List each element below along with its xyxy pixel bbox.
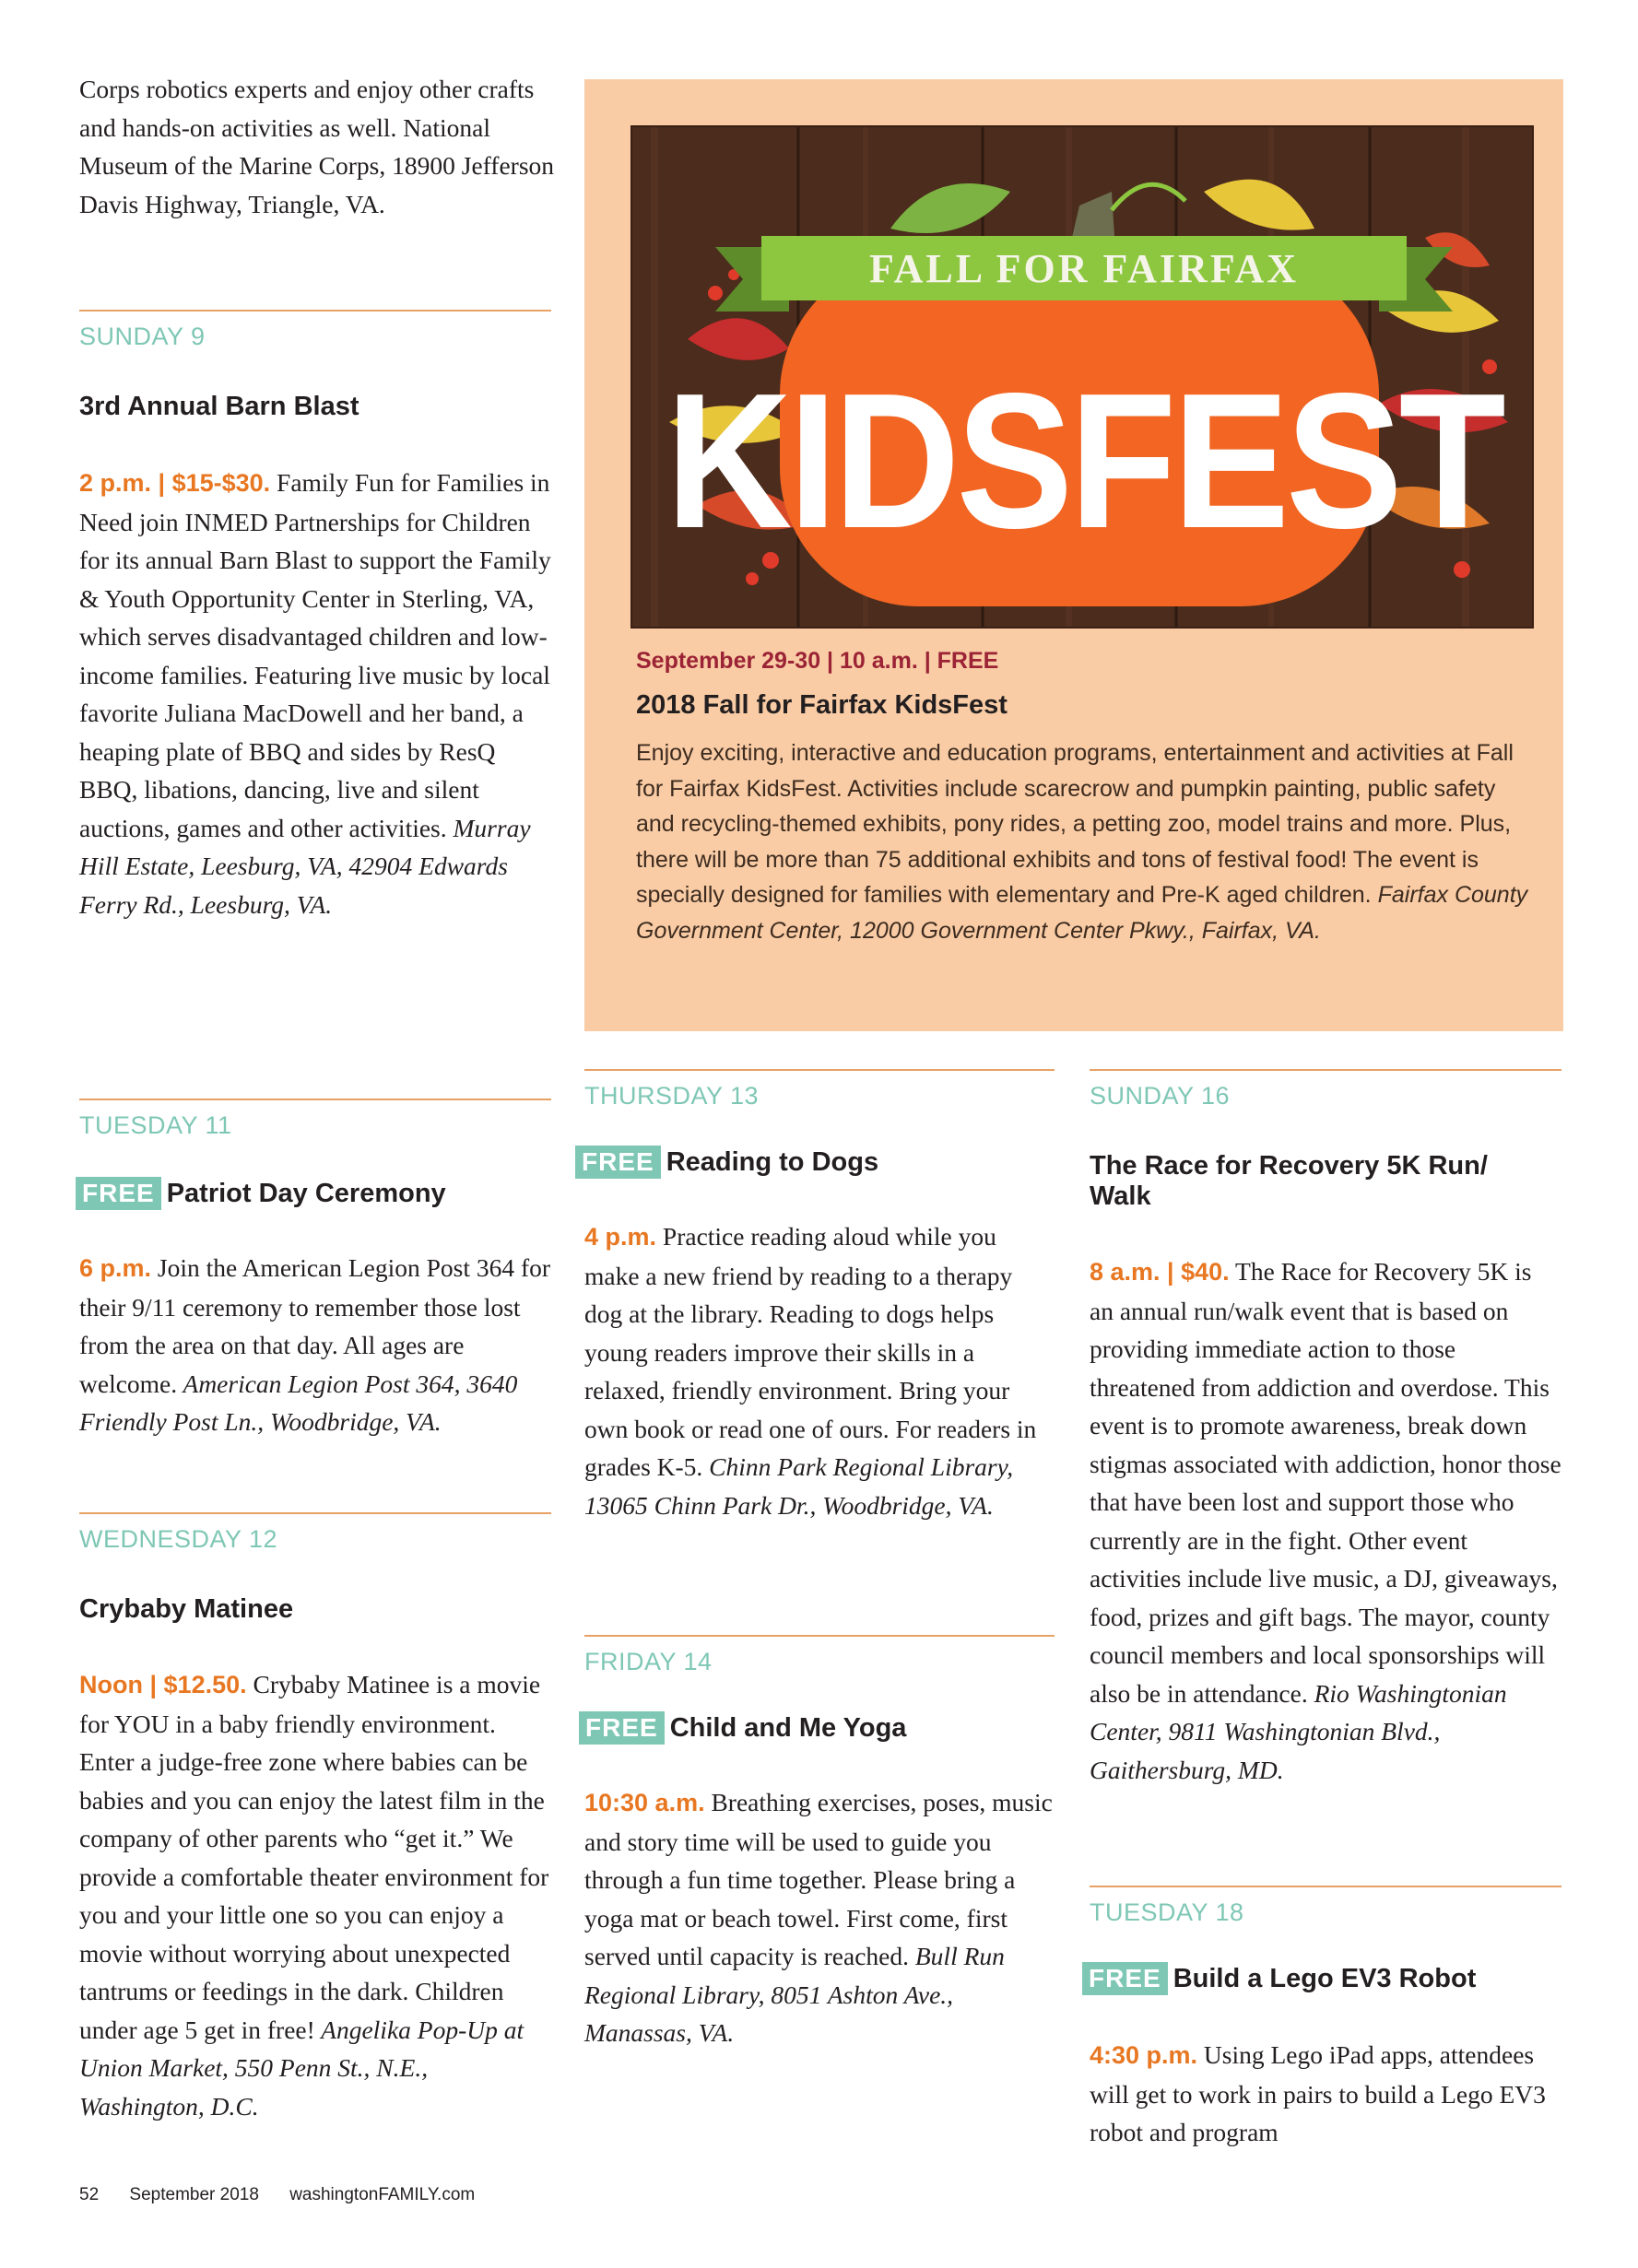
event-wednesday-12 [79, 1512, 551, 2125]
divider [79, 310, 551, 311]
feature-date: September 29-30 | 10 a.m. | FREE [636, 648, 999, 674]
event-time-price: Noon | $12.50. [79, 1671, 247, 1698]
event-body: 4:30 p.m. Using Lego iPad apps, attendees will get to work in pairs to build a Lego EV3 robot and program [1090, 2040, 1546, 2146]
event-time-price: 6 p.m. [79, 1254, 152, 1282]
event-title: The Race for Recovery 5K Run/ Walk [1090, 1151, 1488, 1211]
event-location: Chinn Park Regional Library, 13065 Chinn Park Dr., Woodbridge, VA. [584, 1452, 1014, 1520]
event-location: Murray Hill Estate, Leesburg, VA, 42904 Edwards Ferry Rd., Leesburg, VA. [79, 813, 531, 919]
free-badge: FREE [579, 1711, 665, 1745]
feature-location: Fairfax County Government Center, 12000 Government Center Pkwy., Fairfax, VA. [636, 882, 1528, 944]
event-friday-14 [584, 1635, 1055, 2052]
poster-artwork [632, 127, 1534, 629]
event-sunday-9 [79, 310, 551, 923]
divider [584, 1635, 1055, 1637]
event-time-price: 4 p.m. [584, 1223, 657, 1251]
feature-title: 2018 Fall for Fairfax KidsFest [636, 690, 1008, 720]
event-sunday-16 [1090, 1069, 1561, 1789]
feature-body: Enjoy exciting, interactive and education programs, entertainment and activities at Fall for Fairfax KidsFest. Activities include scarecrow and pumpkin painting, public safety and recycling-themed exhibits, pony rides, a petting zoo, model trains and more. Plus, there will be more than 75 additional exhibits and tons of festival food! The event is specially designed for families with elementary and Pre-K aged children. Fairfax County Government Center, 12000 Government Center Pkwy., Fairfax, VA. [636, 740, 1528, 944]
event-time-price: 4:30 p.m. [1090, 2041, 1198, 2069]
site-name: washingtonFAMILY.com [289, 2185, 476, 2204]
event-body: 2 p.m. | $15-$30. Family Fun for Families in Need join INMED Partnerships for Children for its annual Barn Blast to support the Family & Youth Opportunity Center in Sterling, VA, which serves disadvantaged children and low-income families. Featuring live music by local favorite Juliana MacDowell and her band, a heaping plate of BBQ and sides by ResQ BBQ, libations, dancing, live and silent auctions, games and other activities. Murray Hill Estate, Leesburg, VA, 42904 Edwards Ferry Rd., Leesburg, VA. [79, 468, 551, 919]
divider [79, 1512, 551, 1514]
day-heading: TUESDAY 18 [1090, 1898, 1244, 1926]
event-title: Crybaby Matinee [79, 1594, 294, 1624]
event-title-row: FREE Patriot Day Ceremony [76, 1177, 551, 1210]
poster-main-text: KIDSFEST [666, 353, 1502, 569]
day-heading: WEDNESDAY 12 [79, 1525, 278, 1553]
free-badge: FREE [76, 1177, 161, 1210]
event-title-row: FREE Build a Lego EV3 Robot [1082, 1962, 1561, 1995]
event-time-price: 10:30 a.m. [584, 1789, 705, 1816]
day-heading: TUESDAY 11 [79, 1111, 232, 1139]
day-heading: FRIDAY 14 [584, 1648, 713, 1675]
free-badge: FREE [575, 1146, 661, 1179]
event-time-price: 8 a.m. | $40. [1090, 1258, 1230, 1286]
event-body: Noon | $12.50. Crybaby Matinee is a movie for YOU in a baby friendly environment. Enter a judge-free zone where babies can be babies and you can enjoy the latest film in the company of other parents who “get it.” We provide a comfortable theater environment for you and your little one so you can enjoy a movie without worrying about unexpected tantrums or feedings in the dark. Children under age 5 get in free! Angelika Pop-Up at Union Market, 550 Penn St., N.E., Washington, D.C. [79, 1670, 549, 2121]
divider [1090, 1069, 1561, 1071]
event-location: Angelika Pop-Up at Union Market, 550 Penn St., N.E., Washington, D.C. [79, 2015, 524, 2121]
poster-top-text: FALL FOR FAIRFAX [869, 246, 1299, 291]
page-number: 52 [79, 2185, 100, 2204]
page-footer [79, 2185, 501, 2205]
intro-paragraph: Corps robotics experts and enjoy other crafts and hands-on activities as well. National Museum of the Marine Corps, 18900 Jefferson Davis Highway, Triangle, VA. [79, 75, 555, 218]
event-title-row: FREE Child and Me Yoga [579, 1711, 1055, 1745]
event-tuesday-18 [1090, 1886, 1561, 2152]
event-body: 4 p.m. Practice reading aloud while you make a new friend by reading to a therapy dog at the library. Reading to dogs helps young readers improve their skills in a relaxed, friendly environment. Bring your own book or read one of ours. For readers in grades K-5. Chinn Park Regional Library, 13065 Chinn Park Dr., Woodbridge, VA. [584, 1222, 1037, 1520]
event-time-price: 2 p.m. | $15-$30. [79, 469, 271, 497]
divider [584, 1069, 1055, 1071]
event-location: American Legion Post 364, 3640 Friendly Post Ln., Woodbridge, VA. [79, 1369, 518, 1436]
event-title: 3rd Annual Barn Blast [79, 392, 359, 421]
event-title-row: FREE Reading to Dogs [575, 1146, 1055, 1179]
event-body: 8 a.m. | $40. The Race for Recovery 5K is an annual run/walk event that is based on providing immediate action to those threatened from addiction and overdose. This event is to promote awareness, break down stigmas associated with addiction, honor those that have been lost and support those who currently are in the fight. Other event activities include live music, a DJ, giveaways, food, prizes and gift bags. The mayor, county council members and local sponsorships will also be in attendance. Rio Washingtonian Center, 9811 Washingtonian Blvd., Gaithersburg, MD. [1090, 1257, 1561, 1784]
free-badge: FREE [1082, 1962, 1168, 1995]
event-body: 6 p.m. Join the American Legion Post 364 for their 9/11 ceremony to remember those lost from the area on that day. All ages are welcome. American Legion Post 364, 3640 Friendly Post Ln., Woodbridge, VA. [79, 1253, 551, 1436]
event-location: Bull Run Regional Library, 8051 Ashton Ave., Manassas, VA. [584, 1942, 1005, 2047]
day-heading: THURSDAY 13 [584, 1082, 760, 1110]
featured-event-box [584, 79, 1563, 1031]
day-heading: SUNDAY 9 [79, 323, 206, 350]
day-heading: SUNDAY 16 [1090, 1082, 1231, 1110]
kidsfest-poster [630, 125, 1534, 629]
event-body: 10:30 a.m. Breathing exercises, poses, music and story time will be used to guide you through a fun time together. Please bring a yoga mat or beach towel. First come, first served until capacity is reached. Bull Run Regional Library, 8051 Ashton Ave., Manassas, VA. [584, 1788, 1053, 2047]
divider [1090, 1886, 1561, 1887]
divider [79, 1099, 551, 1100]
issue-date: September 2018 [129, 2185, 259, 2204]
event-tuesday-11 [79, 1099, 551, 1441]
event-thursday-13 [584, 1069, 1055, 1524]
event-location: Rio Washingtonian Center, 9811 Washingtonian Blvd., Gaithersburg, MD. [1090, 1678, 1507, 1784]
